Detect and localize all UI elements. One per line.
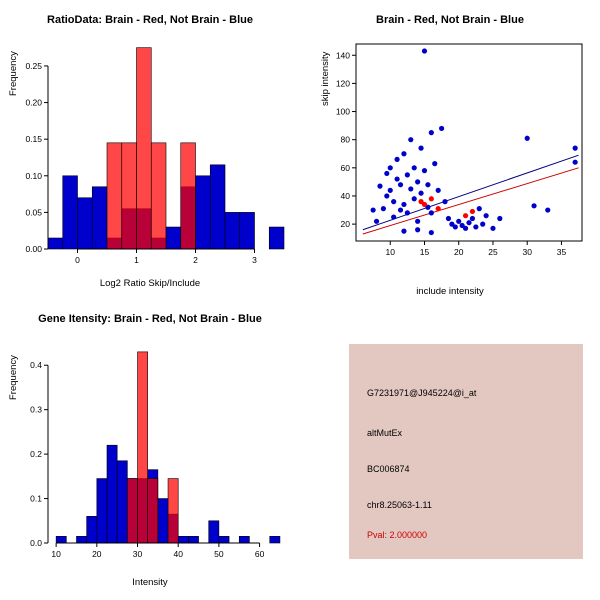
axis-tick-label: 2 — [193, 255, 198, 265]
scatter-point — [442, 199, 447, 204]
scatter-point — [405, 172, 410, 177]
scatter-point — [384, 171, 389, 176]
axis-tick-label: 3 — [252, 255, 257, 265]
histogram-bar — [138, 352, 148, 543]
scatter-point — [480, 222, 485, 227]
histogram-bar — [239, 536, 249, 543]
scatter-point — [408, 186, 413, 191]
scatter-point — [545, 207, 550, 212]
scatter-title: Brain - Red, Not Brain - Blue — [376, 14, 524, 26]
axis-tick-label: 20 — [453, 247, 464, 257]
axis-tick-label: 0.20 — [25, 97, 42, 108]
axis-tick-label: 60 — [340, 162, 350, 173]
panel-intensity-histogram — [0, 305, 300, 600]
info-pval: Pval: 2.000000 — [367, 530, 428, 540]
scatter-xlabel: include intensity — [416, 286, 484, 297]
histogram-bar — [92, 187, 107, 249]
scatter-point — [573, 146, 578, 151]
histogram-bar — [158, 499, 168, 543]
scatter-point — [412, 165, 417, 170]
axis-tick-label: 50 — [214, 549, 224, 559]
axis-tick-label: 0.15 — [25, 134, 42, 145]
scatter-point — [432, 161, 437, 166]
scatter-point — [415, 179, 420, 184]
scatter-point — [415, 219, 420, 224]
scatter-point — [394, 176, 399, 181]
axis-tick-label: 0 — [75, 255, 80, 265]
histogram-bar — [56, 536, 66, 543]
info-panel — [349, 344, 583, 559]
scatter-point — [401, 151, 406, 156]
axis-tick-label: 40 — [340, 190, 350, 201]
scatter-point — [394, 157, 399, 162]
intensity-histogram-plot — [0, 329, 300, 579]
scatter-point — [384, 193, 389, 198]
histogram-bar — [151, 143, 166, 249]
scatter-point — [418, 191, 423, 196]
axis-tick-label: 80 — [340, 134, 350, 145]
scatter-point — [439, 126, 444, 131]
axis-tick-label: 60 — [254, 549, 265, 559]
scatter-point — [401, 202, 406, 207]
axis-tick-label: 0.4 — [30, 360, 42, 371]
histogram-bar — [196, 176, 211, 249]
scatter-point — [408, 137, 413, 142]
scatter-point — [436, 206, 441, 211]
axis-tick-label: 30 — [522, 247, 532, 257]
axis-tick-label: 0.10 — [25, 170, 42, 181]
scatter-point — [490, 226, 495, 231]
histogram-bar — [107, 143, 122, 249]
scatter-point — [463, 213, 468, 218]
scatter-point — [525, 136, 530, 141]
axis-tick-label: 100 — [335, 106, 350, 117]
scatter-point — [466, 220, 471, 225]
scatter-point — [391, 214, 396, 219]
axis-tick-label: 120 — [335, 78, 350, 89]
axis-tick-label: 0.05 — [25, 207, 42, 218]
intensity-histogram-title: Gene Itensity: Brain - Red, Not Brain - Blue — [38, 313, 262, 325]
histogram-bar — [63, 176, 78, 249]
scatter-point — [371, 207, 376, 212]
scatter-point — [422, 48, 427, 53]
histogram-bar — [137, 48, 152, 249]
scatter-point — [391, 199, 396, 204]
panel-ratio-histogram — [0, 6, 300, 301]
scatter-point — [388, 165, 393, 170]
scatter-point — [470, 209, 475, 214]
scatter-point — [531, 203, 536, 208]
scatter-point — [422, 168, 427, 173]
scatter-point — [463, 226, 468, 231]
histogram-bar — [225, 212, 240, 249]
histogram-bar — [48, 238, 63, 249]
axis-tick-label: 20 — [340, 219, 350, 230]
scatter-point — [374, 219, 379, 224]
info-locus: chr8.25063-1.11 — [367, 500, 432, 510]
scatter-point — [381, 206, 386, 211]
histogram-bar — [240, 212, 255, 249]
scatter-point — [473, 224, 478, 229]
ratio-histogram-ylabel: Frequency — [8, 51, 19, 96]
histogram-bar — [78, 198, 93, 249]
scatter-point — [415, 227, 420, 232]
scatter-point — [412, 196, 417, 201]
scatter-point — [446, 216, 451, 221]
axis-tick-label: 0.1 — [30, 493, 42, 504]
histogram-bar — [178, 536, 188, 543]
histogram-bar — [107, 445, 117, 543]
scatter-point — [470, 216, 475, 221]
axis-tick-label: 1 — [134, 255, 139, 265]
histogram-bar — [148, 479, 158, 543]
intensity-histogram-xlabel: Intensity — [132, 577, 168, 588]
scatter-point — [453, 224, 458, 229]
scatter-point — [456, 219, 461, 224]
scatter-point — [436, 188, 441, 193]
scatter-point — [425, 182, 430, 187]
scatter-point — [418, 146, 423, 151]
histogram-bar — [127, 479, 137, 543]
histogram-bar — [210, 165, 225, 249]
ratio-histogram-plot — [0, 30, 300, 285]
histogram-bar — [166, 227, 181, 249]
histogram-bar — [117, 461, 127, 543]
ratio-histogram-title: RatioData: Brain - Red, Not Brain - Blue — [47, 14, 253, 26]
scatter-point — [398, 182, 403, 187]
info-accession: BC006874 — [367, 464, 410, 474]
scatter-point — [401, 229, 406, 234]
axis-tick-label: 0.2 — [30, 449, 42, 460]
axis-tick-label: 40 — [173, 549, 183, 559]
axis-tick-label: 140 — [335, 50, 350, 61]
scatter-point — [477, 206, 482, 211]
axis-tick-label: 10 — [51, 549, 61, 559]
scatter-point — [484, 213, 489, 218]
axis-tick-label: 0.00 — [25, 244, 42, 254]
histogram-bar — [209, 521, 219, 543]
scatter-point — [377, 184, 382, 189]
histogram-bar — [168, 479, 178, 543]
axis-tick-label: 35 — [556, 247, 567, 257]
scatter-point — [573, 160, 578, 165]
axis-tick-label: 15 — [419, 247, 430, 257]
axis-tick-label: 0.0 — [30, 538, 42, 548]
axis-tick-label: 25 — [488, 247, 498, 257]
axis-tick-label: 20 — [92, 549, 102, 559]
histogram-bar — [188, 536, 198, 543]
scatter-point — [429, 210, 434, 215]
scatter-point — [429, 230, 434, 235]
ratio-histogram-xlabel: Log2 Ratio Skip/Include — [99, 278, 201, 289]
histogram-bar — [87, 516, 97, 543]
axis-tick-label: 10 — [385, 247, 395, 257]
panel-scatter — [300, 6, 600, 301]
info-probe-id: G7231971@J945224@i_at — [367, 388, 477, 398]
scatter-plot — [300, 30, 600, 285]
histogram-bar — [270, 536, 280, 543]
intensity-histogram-ylabel: Frequency — [8, 355, 19, 400]
scatter-ylabel: skip intensity — [320, 51, 331, 106]
histogram-bar — [269, 227, 284, 249]
scatter-point — [497, 216, 502, 221]
scatter-point — [405, 210, 410, 215]
axis-tick-label: 0.3 — [30, 404, 42, 415]
axis-tick-label: 30 — [132, 549, 143, 559]
histogram-bar — [219, 536, 229, 543]
scatter-point — [398, 207, 403, 212]
histogram-bar — [76, 536, 86, 543]
axis-tick-label: 0.25 — [25, 60, 42, 71]
info-event-type: altMutEx — [367, 428, 403, 438]
histogram-bar — [122, 143, 137, 249]
scatter-point — [429, 196, 434, 201]
scatter-point — [388, 188, 393, 193]
scatter-point — [429, 130, 434, 135]
histogram-bar — [181, 143, 196, 249]
scatter-point — [422, 202, 427, 207]
histogram-bar — [97, 479, 107, 543]
